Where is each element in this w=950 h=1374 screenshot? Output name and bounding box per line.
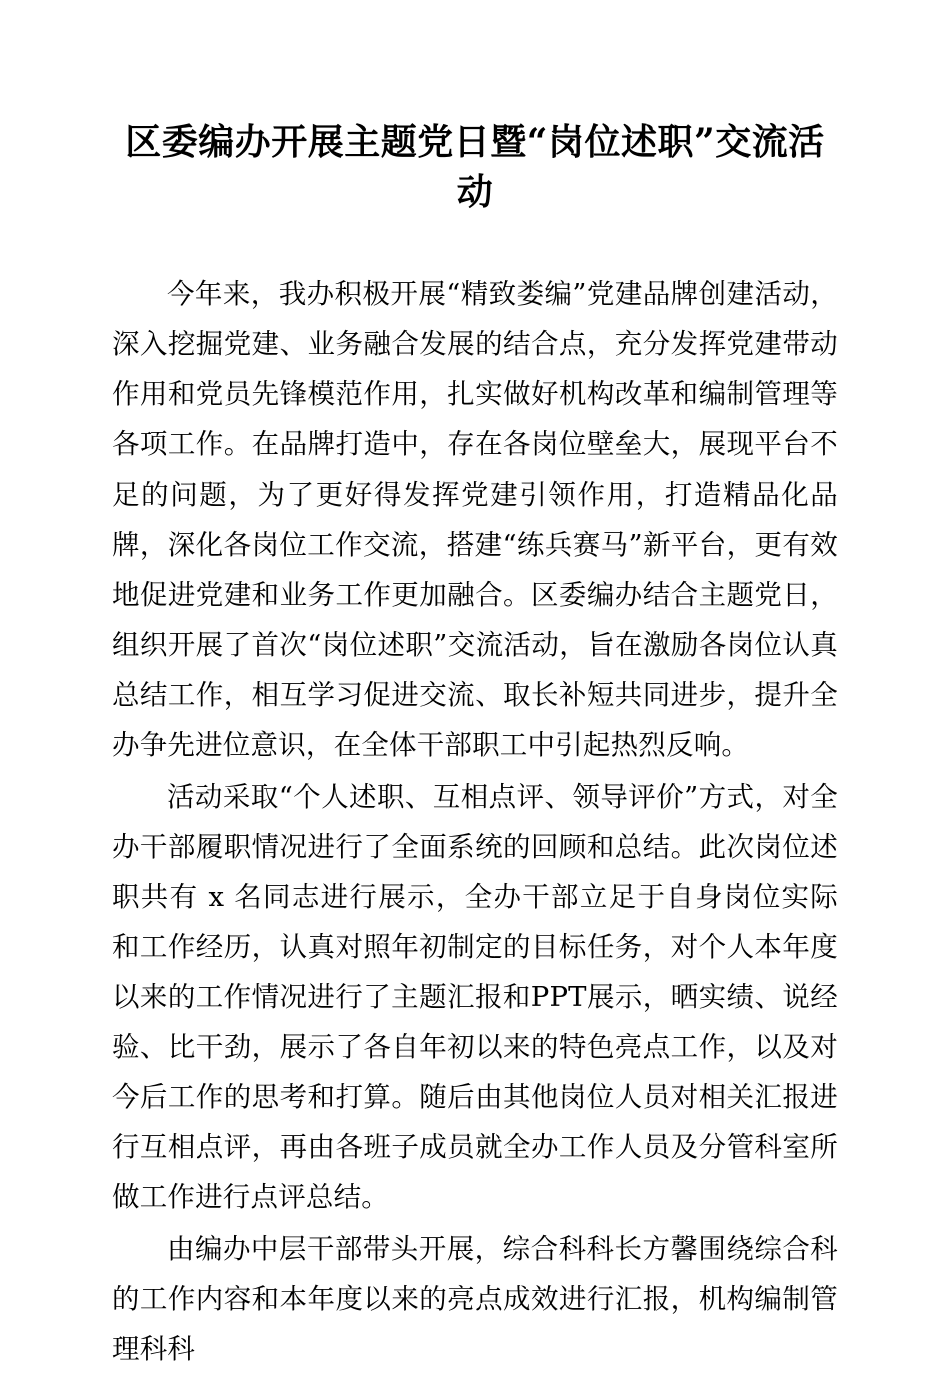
document-body	[112, 269, 838, 1374]
paragraph-3: 由编办中层干部带头开展，综合科科长方馨围绕综合科的工作内容和本年度以来的亮点成效进行汇报，机构编制管理科科	[112, 1233, 838, 1366]
paragraph-2: 活动采取“个人述职、互相点评、领导评价”方式，对全办干部履职情况进行了全面系统的回顾和总结。此次岗位述职共有 x 名同志进行展示，全办干部立足于自身岗位实际和工作经历，认真对照年初制定的目标任务，对个人本年度以来的工作情况进行了主题汇报和PPT展示，晒实绩、说经验、比干劲，展示了各自年初以来的特色亮点工作，以及对今后工作的思考和打算。随后由其他岗位人员对相关汇报进行互相点评，再由各班子成员就全办工作人员及分管科室所做工作进行点评总结。	[112, 780, 838, 1214]
paragraph-1: 今年来，我办积极开展“精致娄编”党建品牌创建活动，深入挖掘党建、业务融合发展的结合点，充分发挥党建带动作用和党员先锋模范作用，扎实做好机构改革和编制管理等各项工作。在品牌打造中，存在各岗位壁垒大，展现平台不足的问题，为了更好得发挥党建引领作用，打造精品化品牌，深化各岗位工作交流，搭建“练兵赛马”新平台，更有效地促进党建和业务工作更加融合。区委编办结合主题党日，组织开展了首次“岗位述职”交流活动，旨在激励各岗位认真总结工作，相互学习促进交流、取长补短共同进步，提升全办争先进位意识，在全体干部职工中引起热烈反响。	[112, 278, 838, 761]
page-title: 区委编办开展主题党日暨“岗位述职”交流活动	[125, 121, 825, 213]
